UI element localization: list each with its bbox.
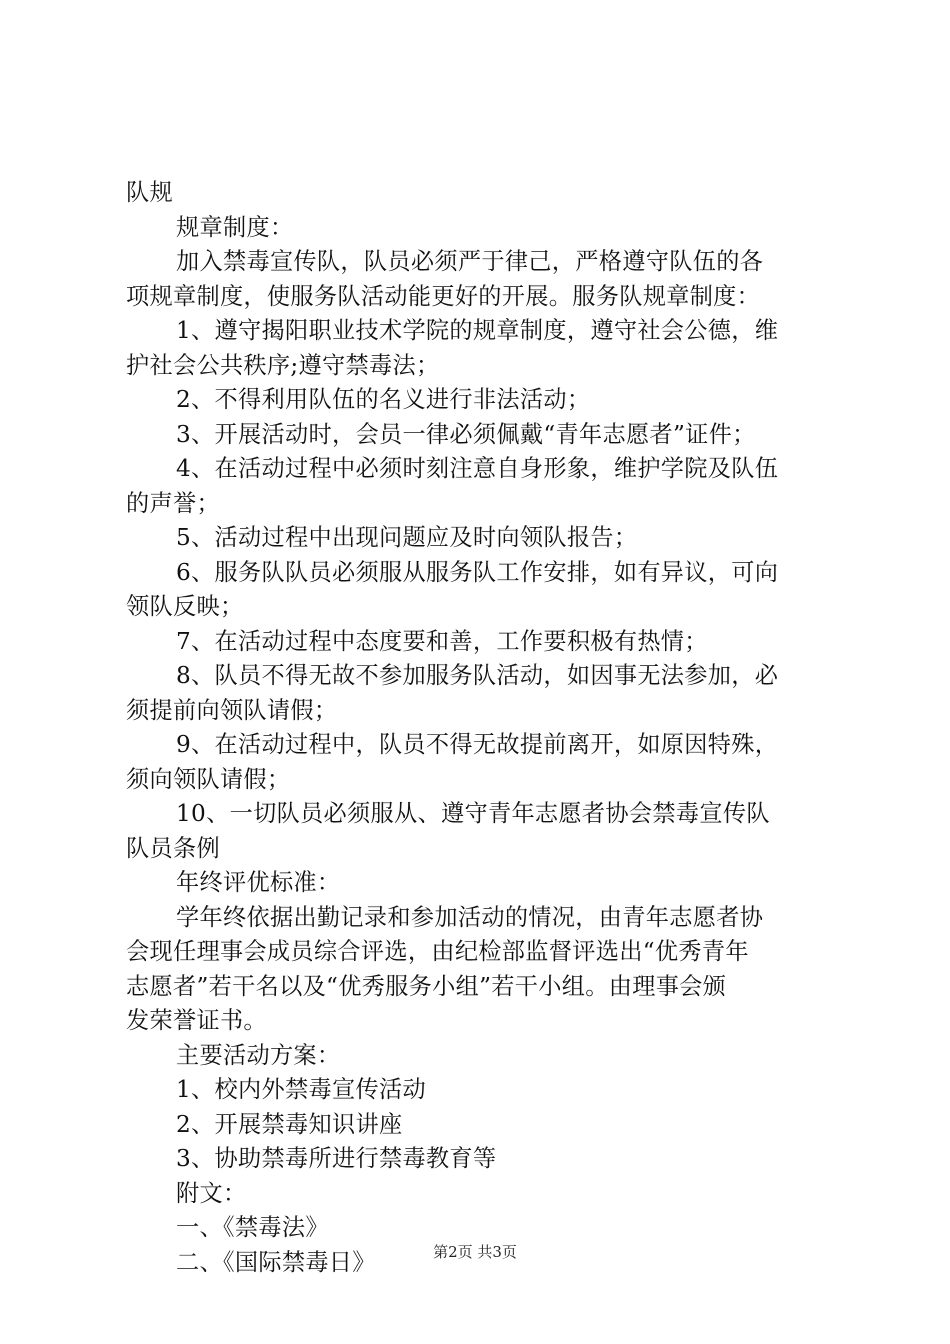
page-footer: 第2页 共3页 (433, 1243, 517, 1261)
text-line: 一、《禁毒法》 (176, 1214, 329, 1241)
text-line: 3、协助禁毒所进行禁毒教育等 (176, 1145, 497, 1172)
text-line: 志愿者”若干名以及“优秀服务小组”若干小组。由理事会颁 (126, 972, 727, 1000)
text-line: 10、一切队员必须服从、遵守青年志愿者协会禁毒宣传队 (176, 800, 770, 827)
text-line: 年终评优标准： (176, 869, 341, 896)
text-line: 3、开展活动时，会员一律必须佩戴“青年志愿者”证件； (176, 420, 756, 448)
text-line: 9、在活动过程中，队员不得无故提前离开，如原因特殊， (176, 731, 779, 758)
text-line: 须向领队请假； (126, 765, 291, 793)
text-line: 主要活动方案： (176, 1041, 341, 1069)
text-line: 项规章制度，使服务队活动能更好的开展。服务队规章制度： (126, 282, 761, 310)
text-line: 加入禁毒宣传队，队员必须严于律己，严格遵守队伍的各 (176, 248, 764, 275)
text-line: 1、遵守揭阳职业技术学院的规章制度，遵守社会公德，维 (176, 317, 779, 344)
document-body (126, 176, 836, 1280)
text-line: 会现任理事会成员综合评选，由纪检部监督评选出“优秀青年 (126, 938, 749, 965)
text-line: 2、开展禁毒知识讲座 (176, 1110, 403, 1138)
text-line: 领队反映； (126, 593, 244, 620)
text-line: 8、队员不得无故不参加服务队活动，如因事无法参加，必 (176, 662, 779, 689)
text-line: 二、《国际禁毒日》 (176, 1248, 376, 1276)
text-line: 6、服务队队员必须服从服务队工作安排，如有异议，可向 (176, 558, 779, 586)
text-line: 队规 (126, 179, 173, 206)
text-line: 4、在活动过程中必须时刻注意自身形象，维护学院及队伍 (176, 455, 779, 482)
text-line: 5、活动过程中出现问题应及时向领队报告； (176, 524, 638, 551)
text-line: 1、校内外禁毒宣传活动 (176, 1076, 426, 1103)
text-line: 护社会公共秩序;遵守禁毒法； (126, 351, 440, 379)
text-line: 附文： (176, 1179, 247, 1207)
text-line: 须提前向领队请假； (126, 696, 338, 724)
text-line: 2、不得利用队伍的名义进行非法活动； (176, 386, 591, 413)
text-line: 学年终依据出勤记录和参加活动的情况，由青年志愿者协 (176, 903, 764, 931)
text-line: 队员条例 (126, 834, 220, 862)
text-line: 7、在活动过程中态度要和善，工作要积极有热情； (176, 627, 708, 655)
text-line: 发荣誉证书。 (126, 1007, 267, 1034)
text-line: 的声誉； (126, 489, 220, 517)
text-line: 规章制度： (176, 213, 294, 241)
